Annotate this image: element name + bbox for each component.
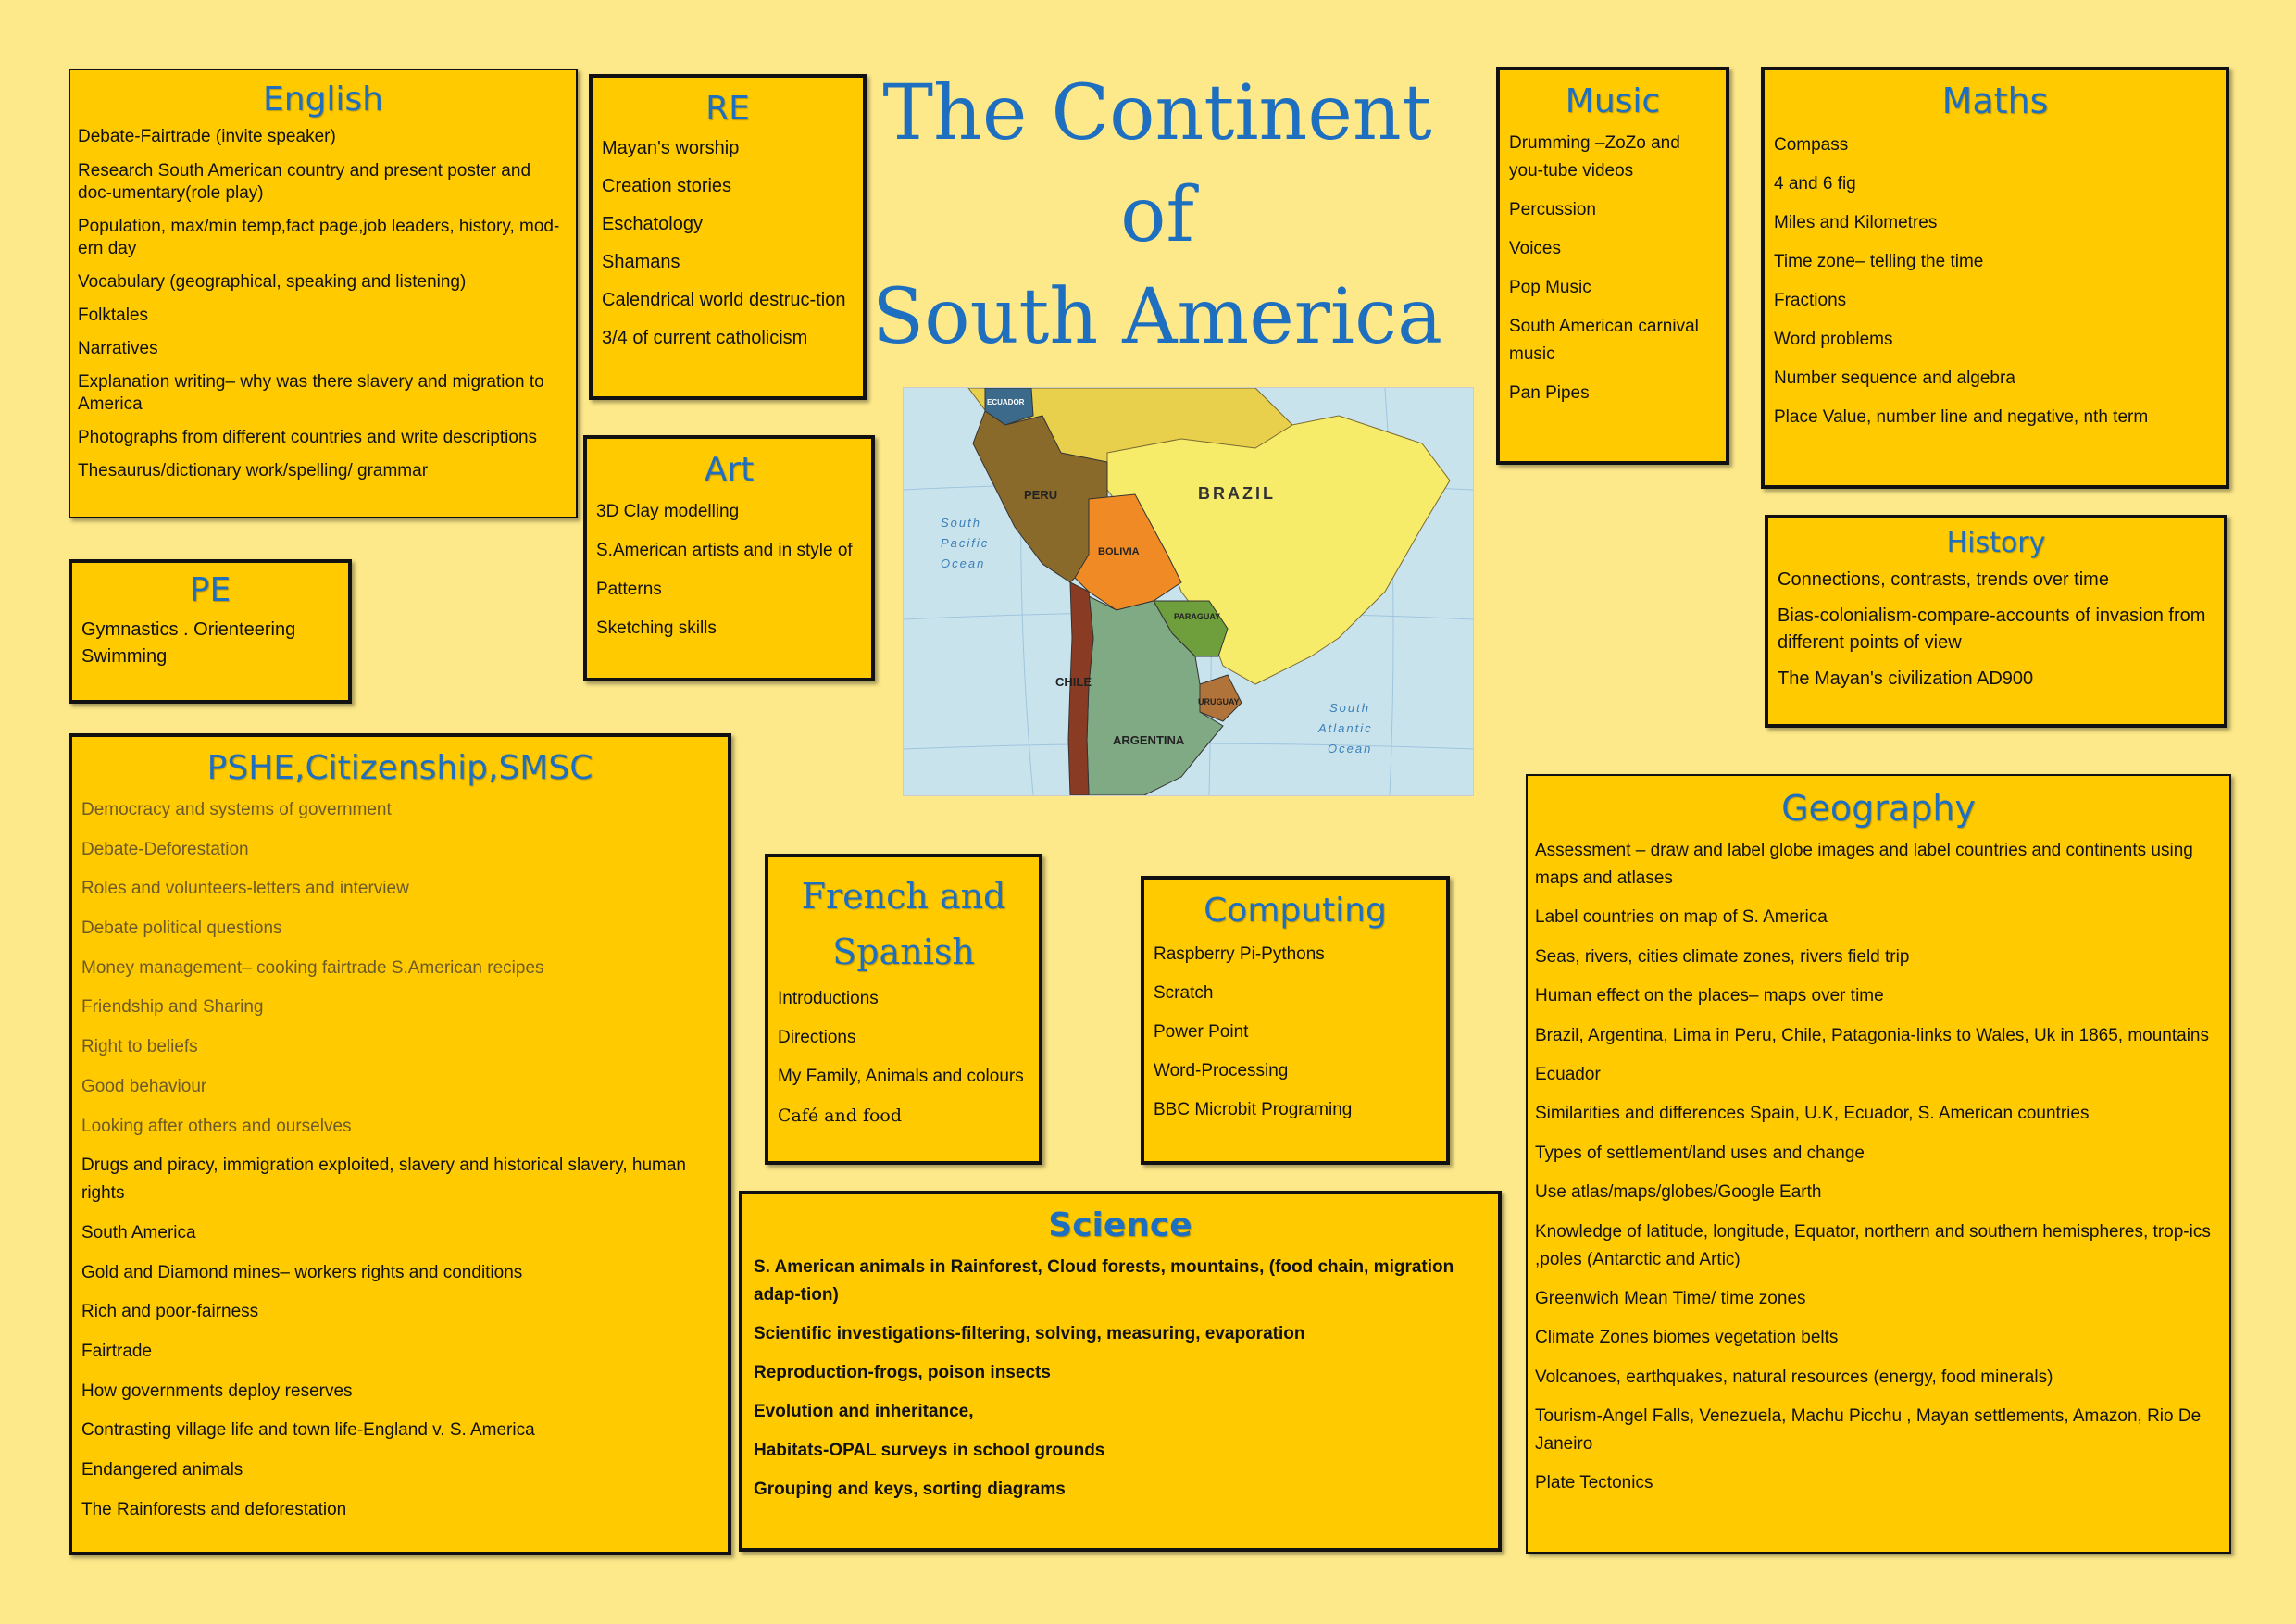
- list-item: Good behaviour: [81, 1076, 207, 1096]
- list-item: Connections, contrasts, trends over time: [1778, 569, 2109, 590]
- list-item: Volcanoes, earthquakes, natural resources (energy, food minerals): [1535, 1367, 2053, 1387]
- pe-heading: PE: [189, 571, 231, 609]
- list-item: Label countries on map of S. America: [1535, 907, 1828, 928]
- french-heading-line-2: Spanish: [832, 931, 975, 972]
- list-item: Percussion: [1509, 200, 1596, 219]
- list-item: The Mayan's civilization AD900: [1778, 668, 2034, 689]
- list-item: Shamans: [602, 252, 680, 272]
- maths-panel: [1761, 67, 2229, 489]
- map-label-chile: CHILE: [1055, 675, 1092, 689]
- list-item: Climate Zones biomes vegetation belts: [1535, 1328, 1839, 1348]
- list-item: Seas, rivers, cities climate zones, rivers field trip: [1535, 946, 1910, 967]
- list-item: South America: [81, 1222, 196, 1243]
- french-spanish-heading: [778, 868, 1029, 980]
- maths-heading: Maths: [1941, 81, 2049, 121]
- computing-heading: Computing: [1204, 892, 1387, 930]
- list-item: Use atlas/maps/globes/Google Earth: [1535, 1182, 1822, 1203]
- list-item: 3/4 of current catholicism: [602, 328, 808, 348]
- list-item: Photographs from different countries and write descriptions: [78, 428, 538, 447]
- list-item: Friendship and Sharing: [81, 997, 264, 1018]
- list-item: Drumming –ZoZo and you-tube videos: [1509, 133, 1680, 181]
- music-heading: Music: [1565, 82, 1661, 120]
- list-item: Money management– cooking fairtrade S.American recipes: [81, 957, 544, 978]
- history-list: [1778, 567, 2215, 693]
- music-list: [1509, 130, 1716, 407]
- list-item: 3D Clay modelling: [596, 502, 740, 521]
- map-label-pacific-2: Pacific: [941, 536, 990, 550]
- list-item: Greenwich Mean Time/ time zones: [1535, 1288, 1806, 1308]
- list-item: Contrasting village life and town life-England v. S. America: [81, 1420, 535, 1441]
- list-item: Number sequence and algebra: [1774, 369, 2015, 388]
- list-item: Ecuador: [1535, 1064, 1601, 1084]
- map-label-atlantic-2: Atlantic: [1318, 721, 1373, 735]
- list-item: Introductions: [778, 989, 879, 1008]
- map-label-peru: PERU: [1024, 488, 1058, 502]
- list-item: Knowledge of latitude, longitude, Equator, northern and southern hemispheres, trop-ics ,poles (Antarctic and Artic): [1535, 1221, 2211, 1269]
- list-item: Swimming: [81, 646, 168, 667]
- computing-panel: [1141, 876, 1450, 1165]
- list-item: Debate-Deforestation: [81, 839, 249, 859]
- list-item: Types of settlement/land uses and change: [1535, 1143, 1865, 1163]
- list-item: Right to beliefs: [81, 1037, 198, 1057]
- list-item: Pan Pipes: [1509, 383, 1590, 403]
- computing-list: [1154, 941, 1437, 1124]
- maths-list: [1774, 131, 2216, 431]
- list-item: Miles and Kilometres: [1774, 213, 1938, 232]
- pe-list: [81, 617, 339, 670]
- geography-panel: [1526, 774, 2231, 1554]
- list-item: Eschatology: [602, 214, 703, 234]
- re-list: [602, 135, 854, 352]
- list-item: Grouping and keys, sorting diagrams: [754, 1480, 1066, 1499]
- science-list: [754, 1254, 1487, 1504]
- list-item: Drugs and piracy, immigration exploited, slavery and historical slavery, human rights: [81, 1156, 686, 1204]
- list-item: Time zone– telling the time: [1774, 252, 1984, 271]
- list-item: Fairtrade: [81, 1341, 153, 1361]
- list-item: Human effect on the places– maps over time: [1535, 986, 1884, 1006]
- list-item: Folktales: [78, 306, 149, 325]
- map-label-atlantic-1: South: [1329, 701, 1370, 715]
- geography-heading: Geography: [1781, 788, 1976, 829]
- list-item: 4 and 6 fig: [1774, 174, 1856, 194]
- list-item: Mayan's worship: [602, 138, 740, 158]
- list-item: Debate-Fairtrade (invite speaker): [78, 127, 336, 146]
- art-list: [596, 498, 862, 642]
- pshe-panel: [69, 733, 731, 1555]
- list-item: Word-Processing: [1154, 1061, 1289, 1081]
- list-item: Explanation writing– why was there slavery and migration to America: [78, 372, 544, 414]
- list-item: Gold and Diamond mines– workers rights and conditions: [81, 1262, 523, 1282]
- list-item: Thesaurus/dictionary work/spelling/ grammar: [78, 461, 429, 481]
- list-item: How governments deploy reserves: [81, 1380, 353, 1401]
- title-line-2: South America: [872, 273, 1442, 361]
- list-item: Calendrical world destruc-tion: [602, 290, 846, 310]
- map-label-brazil: BRAZIL: [1198, 484, 1276, 503]
- list-item: Endangered animals: [81, 1460, 243, 1480]
- list-item: Patterns: [596, 580, 662, 599]
- history-panel: [1765, 515, 2227, 728]
- list-item: Assessment – draw and label globe images and label countries and continents using maps and atlases: [1535, 841, 2193, 888]
- english-panel: [69, 69, 578, 518]
- list-item: Tourism-Angel Falls, Venezuela, Machu Picchu , Mayan settlements, Amazon, Rio De Janeiro: [1535, 1406, 2202, 1455]
- list-item: Pop Music: [1509, 278, 1591, 297]
- list-item: Voices: [1509, 239, 1561, 258]
- south-america-map: [903, 387, 1474, 796]
- list-item: Brazil, Argentina, Lima in Peru, Chile, Patagonia-links to Wales, Uk in 1865, mountains: [1535, 1025, 2209, 1045]
- pshe-list: [81, 796, 718, 1524]
- map-label-paraguay: PARAGUAY: [1174, 612, 1221, 621]
- list-item: Compass: [1774, 135, 1849, 155]
- list-item: Café and food: [778, 1106, 903, 1126]
- map-label-uruguay: URUGUAY: [1198, 697, 1240, 706]
- list-item: My Family, Animals and colours: [778, 1067, 1024, 1086]
- list-item: Similarities and differences Spain, U.K, Ecuador, S. American countries: [1535, 1104, 2090, 1124]
- list-item: Sketching skills: [596, 618, 717, 638]
- map-label-bolivia: BOLIVIA: [1098, 546, 1140, 557]
- music-panel: [1496, 67, 1729, 465]
- list-item: Vocabulary (geographical, speaking and listening): [78, 272, 467, 292]
- re-panel: [589, 74, 867, 400]
- list-item: Place Value, number line and negative, nth term: [1774, 407, 2149, 427]
- map-label-argentina: ARGENTINA: [1113, 733, 1185, 747]
- list-item: Fractions: [1774, 291, 1847, 310]
- list-item: Democracy and systems of government: [81, 800, 392, 819]
- geography-list: [1535, 837, 2222, 1497]
- map-label-atlantic-3: Ocean: [1328, 742, 1373, 756]
- list-item: S. American animals in Rainforest, Cloud forests, mountains, (food chain, migration adap-tion): [754, 1257, 1454, 1305]
- list-item: Evolution and inheritance,: [754, 1402, 974, 1421]
- re-heading: RE: [705, 90, 750, 128]
- list-item: Word problems: [1774, 330, 1893, 349]
- list-item: Research South American country and present poster and doc-umentary(role play): [78, 161, 531, 203]
- map-label-pacific-3: Ocean: [941, 556, 986, 570]
- list-item: S.American artists and in style of: [596, 541, 853, 560]
- list-item: Narratives: [78, 339, 158, 358]
- list-item: Bias-colonialism-compare-accounts of invasion from different points of view: [1778, 606, 2206, 653]
- art-heading: Art: [704, 451, 755, 489]
- english-heading: English: [263, 81, 383, 119]
- list-item: Raspberry Pi-Pythons: [1154, 944, 1325, 964]
- list-item: Plate Tectonics: [1535, 1473, 1653, 1493]
- title-line-1: The Continent of: [882, 69, 1432, 259]
- list-item: Scratch: [1154, 983, 1214, 1003]
- pshe-heading: PSHE,Citizenship,SMSC: [206, 749, 593, 787]
- list-item: Habitats-OPAL surveys in school grounds: [754, 1441, 1105, 1460]
- list-item: Gymnastics . Orienteering: [81, 619, 296, 640]
- pe-panel: [69, 559, 352, 704]
- list-item: Population, max/min temp,fact page,job leaders, history, mod-ern day: [78, 217, 560, 258]
- list-item: Directions: [778, 1028, 856, 1047]
- page-title: [870, 63, 1444, 369]
- map-label-ecuador: ECUADOR: [987, 398, 1025, 406]
- list-item: Creation stories: [602, 176, 732, 196]
- french-spanish-panel: [765, 854, 1042, 1165]
- list-item: Rich and poor-fairness: [81, 1302, 259, 1322]
- list-item: Debate political questions: [81, 918, 282, 939]
- list-item: Reproduction-frogs, poison insects: [754, 1363, 1051, 1382]
- list-item: The Rainforests and deforestation: [81, 1499, 347, 1519]
- list-item: Roles and volunteers-letters and interview: [81, 879, 409, 899]
- list-item: Looking after others and ourselves: [81, 1116, 352, 1136]
- list-item: Scientific investigations-filtering, solving, measuring, evaporation: [754, 1324, 1305, 1343]
- list-item: South American carnival music: [1509, 317, 1699, 364]
- french-heading-line-1: French and: [801, 876, 1006, 917]
- list-item: Power Point: [1154, 1022, 1249, 1042]
- french-spanish-list: [778, 985, 1029, 1130]
- history-heading: History: [1946, 527, 2046, 559]
- map-label-pacific-1: South: [941, 516, 981, 530]
- science-panel: [739, 1191, 1502, 1552]
- english-list: [78, 126, 568, 482]
- list-item: BBC Microbit Programing: [1154, 1100, 1353, 1119]
- art-panel: [583, 435, 875, 681]
- science-heading: Science: [1048, 1206, 1192, 1244]
